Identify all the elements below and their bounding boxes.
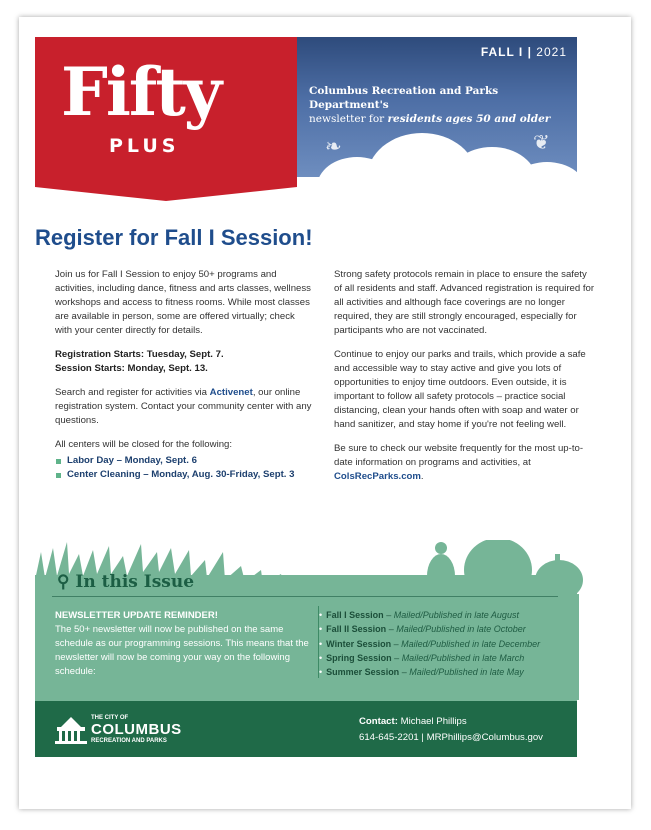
list-item: • Fall I Session – Mailed/Published in late August (319, 610, 519, 620)
list-item: • Summer Session – Mailed/Published in late May (319, 667, 524, 678)
logo-plus: PLUS (109, 135, 180, 157)
edition-label: FALL I | 2021 (480, 45, 567, 59)
left-column: Join us for Fall I Session to enjoy 50+ programs and activities, including dance, fitness and arts classes, wellness workshops and access to fitness rooms. While most classes are available in person, some are offered virtually; check with your center directly for details. Registration Starts: Tuesday, Sept. 7. Session Starts: Monday, Sept. 13. Search and register for activities via Activenet, our online registration system. Contact your community center with any questions. All centers will be closed for the following: Labor Day – Monday, Sept. 6 Center Cleaning – Monday, Aug. 30-Friday, Sept. 3 (55, 269, 312, 480)
divider (52, 596, 558, 597)
masthead (35, 37, 577, 213)
right-column: Strong safety protocols remain in place to ensure the safety of all residents and staff. Advanced registration is required for all activities and although face coverings are no longer required, they are still strongly encouraged, especially for participants who are not vaccinated. Continue to enjoy our parks and trails, which provide a safe and accessible way to stay active and give you lots of opportunities to enjoy time outdoors. Even outside, it is important to follow all safety protocols – practice social distancing, clean your hands often with soap and water or hand sanitizer, and stay home if you're not feeling well. Be sure to check our website frequently for the most up-to-date information on programs and activities, at ColsRecParks.com. (334, 269, 595, 482)
activenet-link[interactable]: Activenet (209, 387, 253, 398)
page-title: Register for Fall I Session! (35, 225, 313, 250)
in-this-issue-title: ⚲ In this Issue (57, 572, 195, 592)
leaf-icon: ❦ (533, 132, 550, 154)
list-item: • Winter Session – Mailed/Published in late December (319, 638, 541, 649)
department-tagline: Columbus Recreation and Parks Department's newsletter for residents ages 50 and older (309, 85, 551, 125)
columbus-logo: THE CITY OF COLUMBUS RECREATION AND PARKS (55, 715, 87, 750)
email-link[interactable]: MRPhillips@Columbus.gov (426, 732, 543, 743)
list-item: Center Cleaning – Monday, Aug. 30-Friday, Sept. 3 (55, 468, 313, 482)
leaf-icon: ✦ (465, 187, 482, 209)
website-link[interactable]: ColsRecParks.com (334, 471, 421, 482)
closure-list (55, 454, 313, 482)
list-item: • Spring Session – Mailed/Published in late March (319, 652, 525, 663)
columbus-skyline-icon (55, 715, 87, 745)
list-item: • Fall II Session – Mailed/Published in late October (319, 624, 526, 635)
fifty-plus-logo (35, 37, 297, 187)
newsletter-reminder: NEWSLETTER UPDATE REMINDER! The 50+ newsletter will now be published on the same schedule as our programming sessions. This means that the newsletter will now be coming your way on the following schedule: (55, 610, 309, 677)
list-item: Labor Day – Monday, Sept. 6 (55, 454, 313, 468)
session-schedule (319, 608, 540, 679)
search-icon: ⚲ (57, 572, 76, 592)
leaf-icon: ❧ (325, 136, 342, 158)
logo-fifty: Fifty (61, 53, 221, 131)
contact-info: Contact: Michael Phillips 614-645-2201 | MRPhillips@Columbus.gov (359, 716, 543, 743)
